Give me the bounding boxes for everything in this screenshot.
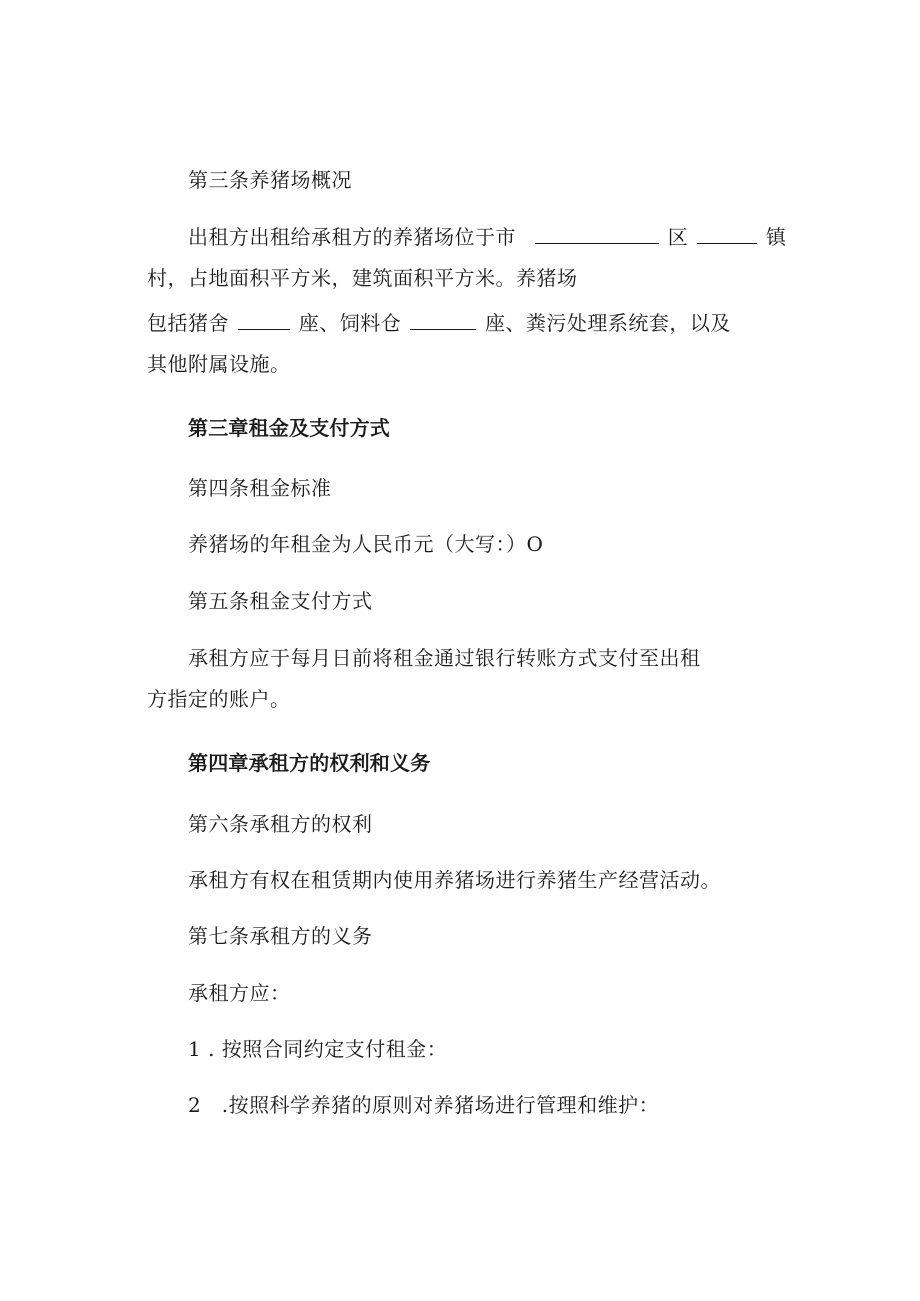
article-3-text-a: 出租方出租给承租方的养猪场位于市: [188, 225, 516, 249]
article-3-text-c: 镇: [765, 225, 787, 249]
article-4-title: 第四条租金标准: [188, 476, 332, 500]
city-blank: [535, 225, 659, 244]
pig-house-blank: [238, 311, 290, 330]
article-3-paragraph-line-1: [188, 224, 786, 250]
article-3-title: 第三条养猪场概况: [188, 168, 352, 192]
article-3-paragraph-line-4: 其他附属设施。: [147, 352, 291, 376]
article-7-item-1: 1 . 按照合同约定支付租金：: [188, 1037, 448, 1061]
article-6-body: 承租方有权在租赁期内使用养猪场进行养猪生产经营活动。: [188, 868, 721, 892]
feed-store-blank: [410, 311, 476, 330]
article-6-title: 第六条承租方的权利: [188, 812, 373, 836]
article-3-text-d: 包括猪舍: [147, 311, 229, 335]
article-5-body-line-2: 方指定的账户。: [147, 687, 291, 711]
article-3-text-f: 座、粪污处理系统套，以及: [484, 311, 731, 335]
article-3-paragraph-line-3: [147, 310, 731, 336]
article-4-body: 养猪场的年租金为人民币元（大写：）O: [188, 532, 544, 556]
chapter-3-heading: 第三章租金及支付方式: [188, 416, 390, 440]
article-7-intro: 承租方应：: [188, 981, 291, 1005]
article-3-text-b: 区: [667, 225, 689, 249]
article-5-body-line-1: 承租方应于每月日前将租金通过银行转账方式支付至出租: [188, 646, 701, 670]
article-5-title: 第五条租金支付方式: [188, 589, 373, 613]
district-blank: [697, 225, 757, 244]
chapter-4-heading: 第四章承租方的权利和义务: [188, 751, 431, 775]
article-3-text-e: 座、饲料仓: [298, 311, 402, 335]
article-7-item-2: 2 .按照科学养猪的原则对养猪场进行管理和维护：: [188, 1093, 660, 1117]
article-3-paragraph-line-2: 村，占地面积平方米，建筑面积平方米。养猪场: [147, 266, 578, 290]
article-7-title: 第七条承租方的义务: [188, 924, 373, 948]
